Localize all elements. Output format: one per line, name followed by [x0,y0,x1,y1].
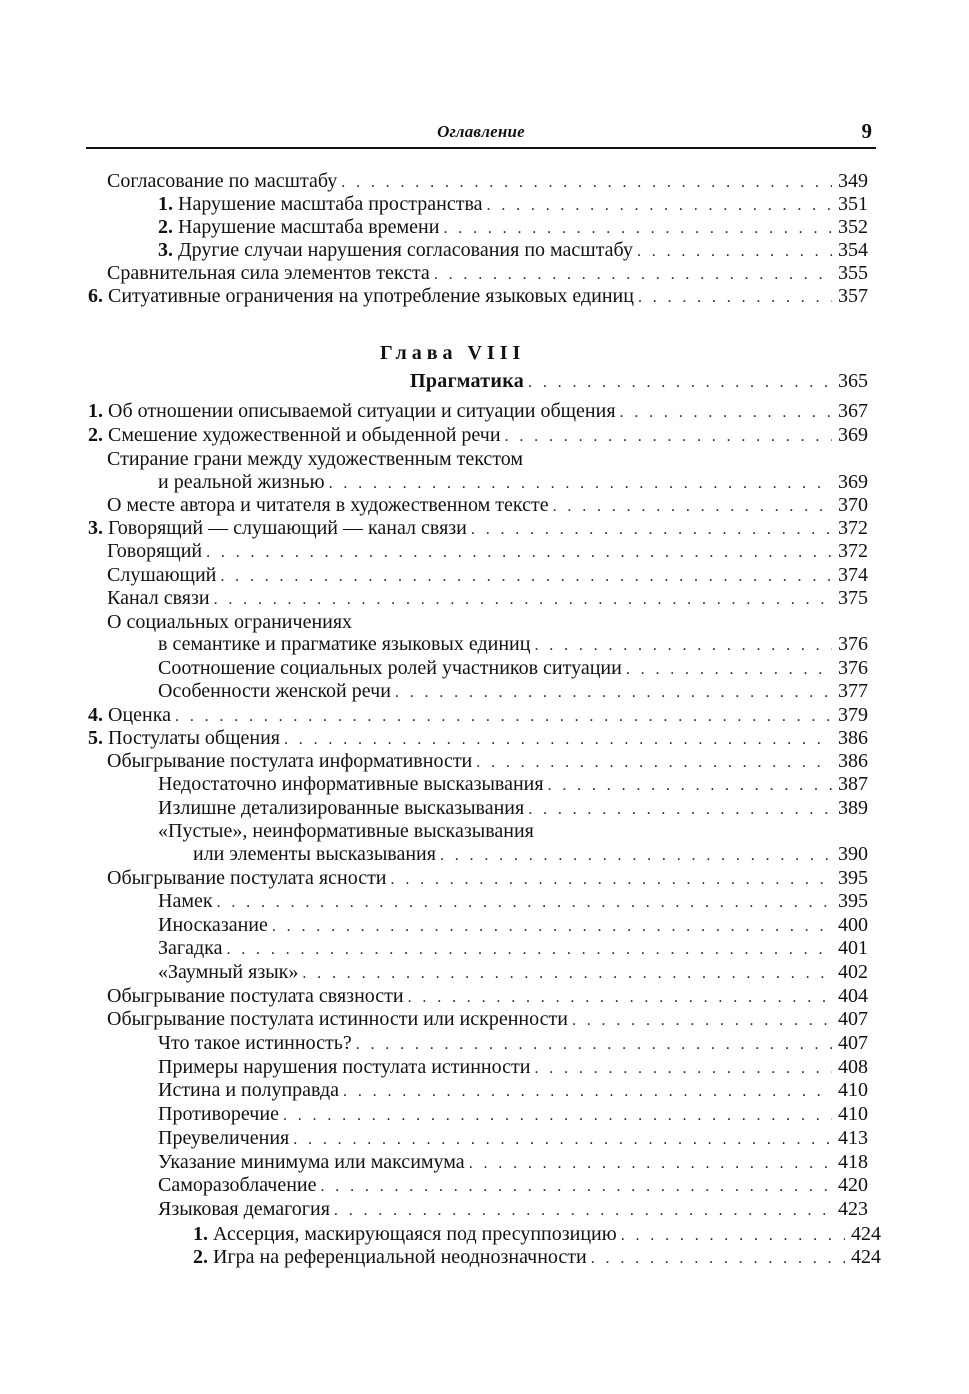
toc-entry-line[interactable]: «Пустые», неинформативные высказывания [158,820,534,842]
toc-entry[interactable]: Излишне детализированные высказывания . . . 389 [158,797,868,820]
running-head-title: Оглавление [437,122,525,141]
toc-entry[interactable]: Обыгрывание постулата ясности . . . 395 [107,867,868,890]
toc-entry[interactable]: 1. Нарушение масштаба пространства . . . 351 [158,193,868,216]
toc-entry[interactable]: 2. Нарушение масштаба времени . . . 352 [158,216,868,239]
toc-entry-text: Другие случаи нарушения согласования по масштабу [173,239,633,261]
toc-entry-text: Согласование по масштабу [107,170,338,192]
toc-entry[interactable]: «Заумный язык» . . . 402 [158,961,868,984]
toc-entry-page: 349 [838,170,868,192]
toc-entry[interactable]: Особенности женской речи . . . 377 [158,680,868,703]
toc-entry[interactable]: 2. Игра на референциальной неоднозначности . . . 424 [193,1246,881,1269]
toc-entry[interactable]: 6. Ситуативные ограничения на употребление языковых единиц . . . 357 [88,285,868,308]
toc-entry-page: 354 [838,239,868,261]
chapter-heading: Глава VIII [380,342,526,364]
toc-entry-text: Нарушение масштаба пространства [173,193,483,215]
toc-entry[interactable]: Саморазоблачение . . . 420 [158,1174,868,1197]
toc-entry[interactable]: Говорящий . . . 372 [107,540,868,563]
toc-entry[interactable]: Истина и полуправда . . . 410 [158,1079,868,1102]
toc-entry[interactable]: Соотношение социальных ролей участников ситуации . . . 376 [158,657,868,680]
toc-entry[interactable]: Что такое истинность? . . . 407 [158,1032,868,1055]
toc-entry[interactable]: Слушающий . . . 374 [107,564,868,587]
toc-entry[interactable]: Примеры нарушения постулата истинности . . . 408 [158,1056,868,1079]
toc-entry[interactable]: 1. Ассерция, маскирующаяся под пресуппозицию . . . 424 [193,1223,881,1246]
toc-entry[interactable]: Преувеличения . . . 413 [158,1127,868,1150]
toc-entry-text: Сравнительная сила элементов текста [107,262,430,284]
toc-entry-line[interactable]: О социальных ограничениях [107,611,353,633]
toc-entry[interactable]: Недостаточно информативные высказывания . . . 387 [158,773,868,796]
toc-entry[interactable]: 1. Об отношении описываемой ситуации и ситуации общения . . . 367 [88,400,868,423]
toc-entry-text: Нарушение масштаба времени [173,216,440,238]
toc-entry[interactable]: Языковая демагогия . . . 423 [158,1198,868,1221]
toc-entry-page: 355 [838,262,868,284]
chapter-title-entry[interactable] [410,370,868,393]
toc-entry[interactable] [107,170,868,193]
toc-entry[interactable]: или элементы высказывания . . . 390 [193,843,868,866]
toc-entry[interactable]: и реальной жизнью . . . 369 [158,471,868,494]
toc-entry[interactable]: Противоречие . . . 410 [158,1103,868,1126]
toc-entry-page: 352 [838,216,868,238]
toc-entry[interactable]: Намек . . . 395 [158,890,868,913]
toc-entry[interactable]: 2. Смешение художественной и обыденной речи . . . 369 [88,424,868,447]
toc-entry[interactable]: О месте автора и читателя в художественном тексте . . . 370 [107,494,868,517]
toc-entry-page: 357 [838,285,868,307]
toc-entry[interactable]: Обыгрывание постулата информативности . . . 386 [107,750,868,773]
toc-entry[interactable]: Обыгрывание постулата истинности или искренности . . . 407 [107,1008,868,1031]
toc-entry[interactable]: 5. Постулаты общения . . . 386 [88,727,868,750]
page-number: 9 [861,119,872,143]
toc-entry-text: Ситуативные ограничения на употребление языковых единиц [103,285,634,307]
toc-entry[interactable]: Загадка . . . 401 [158,937,868,960]
toc-entry-page: 365 [838,370,868,392]
toc-entry[interactable]: в семантике и прагматике языковых единиц . . . 376 [158,633,868,656]
toc-entry[interactable]: Указание минимума или максимума . . . 418 [158,1151,868,1174]
toc-entry[interactable]: 3. Говорящий — слушающий — канал связи . . . 372 [88,517,868,540]
toc-entry-line[interactable]: Стирание грани между художественным текстом [107,448,524,470]
toc-entry-page: 351 [838,193,868,215]
chapter-title: Прагматика [410,370,525,392]
toc-entry[interactable]: 3. Другие случаи нарушения согласования по масштабу . . . 354 [158,239,868,262]
toc-entry[interactable]: Иносказание . . . 400 [158,914,868,937]
toc-entry[interactable] [107,262,868,285]
toc-entry[interactable]: Обыгрывание постулата связности . . . 404 [107,985,868,1008]
toc-entry[interactable]: Канал связи . . . 375 [107,587,868,610]
toc-entry[interactable]: 4. Оценка . . . 379 [88,704,868,727]
